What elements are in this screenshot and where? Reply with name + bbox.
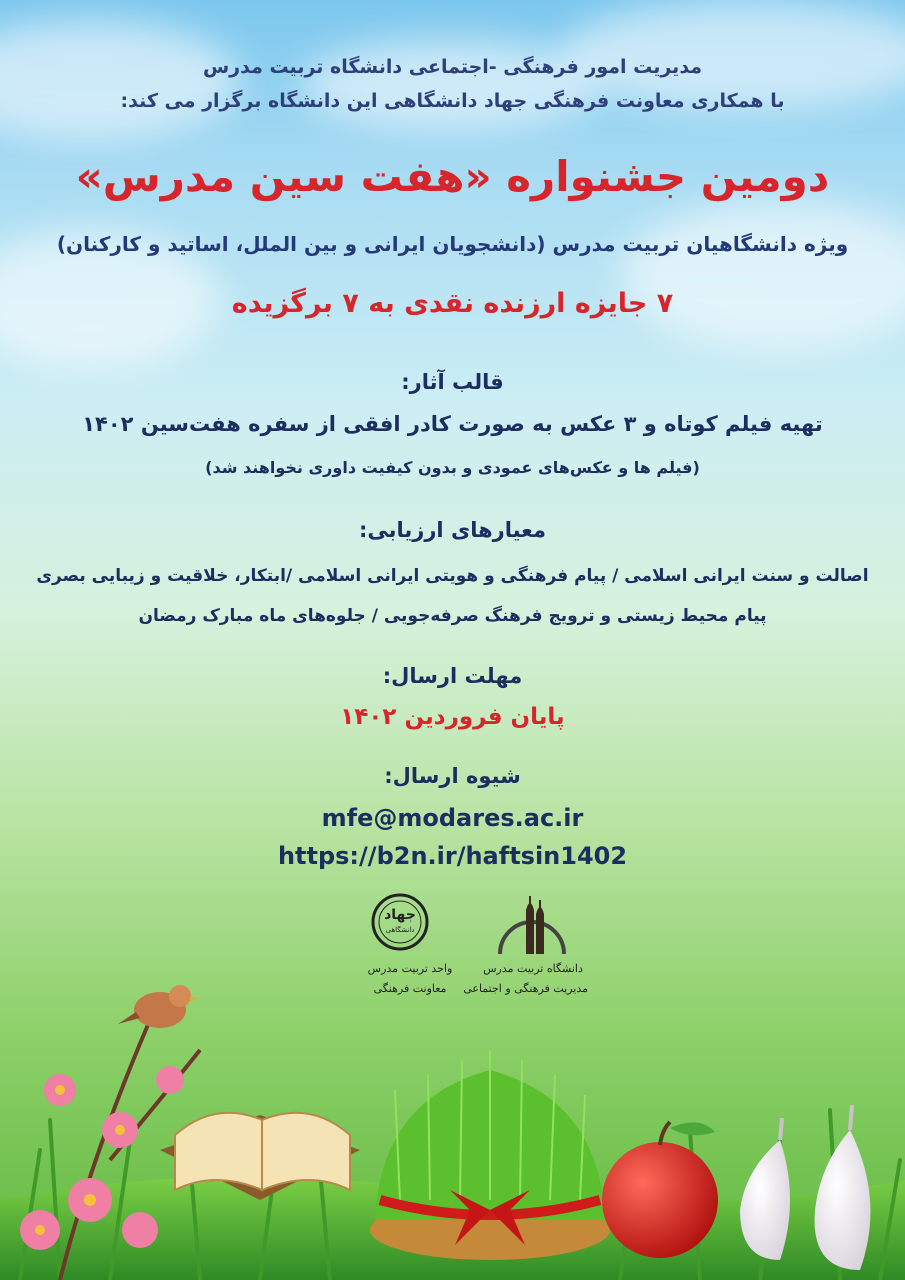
works-label: قالب آثار:	[401, 370, 504, 394]
modares-caption-2: مدیریت فرهنگی و اجتماعی	[463, 982, 588, 995]
criteria-label: معیارهای ارزیابی:	[358, 518, 547, 542]
works-text: تهیه فیلم کوتاه و ۳ عکس به صورت کادر افقی از سفره هفت‌سین ۱۴۰۲	[82, 412, 823, 436]
deadline-label: مهلت ارسال:	[382, 664, 523, 688]
header-line-1: مدیریت امور فرهنگی -اجتماعی دانشگاه تربیت مدرس	[202, 56, 703, 78]
submission-label: شیوه ارسال:	[384, 764, 521, 788]
jahad-caption-2: معاونت فرهنگی	[373, 982, 447, 995]
sabzeh-icon	[370, 1050, 610, 1260]
header-line-2: با همکاری معاونت فرهنگی جهاد دانشگاهی این دانشگاه برگزار می کند:	[120, 90, 785, 112]
submission-email-link[interactable]: mfe@modares.ac.ir	[321, 804, 584, 832]
jahad-emblem-text: جهاد	[384, 907, 416, 923]
submission-url-link[interactable]: https://b2n.ir/haftsin1402	[277, 842, 628, 870]
jahad-caption-1: واحد تربیت مدرس	[367, 962, 453, 975]
festival-title: دومین جشنواره «هفت سین مدرس»	[75, 152, 830, 201]
apple-icon	[602, 1122, 718, 1258]
cloud	[300, 40, 600, 130]
haftsin-scene-illustration	[0, 900, 905, 1280]
prize-line: ۷ جایزه ارزنده نقدی به ۷ برگزیده	[231, 288, 674, 319]
audience-subtitle: ویژه دانشگاهیان تربیت مدرس (دانشجویان ایرانی و بین الملل، اساتید و کارکنان)	[56, 232, 849, 256]
criteria-line-1: اصالت و سنت ایرانی اسلامی / پیام فرهنگی و هویتی ایرانی اسلامی /ابتکار، خلاقیت و زیبایی بصری	[36, 566, 869, 586]
cloud	[620, 200, 905, 350]
criteria-line-2: پیام محیط زیستی و ترویج فرهنگ صرفه‌جویی / جلوه‌های ماه مبارک رمضان	[138, 606, 767, 626]
deadline-value: پایان فروردین ۱۴۰۲	[340, 704, 565, 730]
modares-caption-1: دانشگاه تربیت مدرس	[483, 962, 583, 975]
jahad-emblem-sub: دانشگاهی	[385, 926, 415, 934]
cloud	[0, 20, 240, 140]
bird-icon	[118, 985, 200, 1028]
works-note: (فیلم ها و عکس‌های عمودی و بدون کیفیت داوری نخواهند شد)	[205, 458, 700, 477]
